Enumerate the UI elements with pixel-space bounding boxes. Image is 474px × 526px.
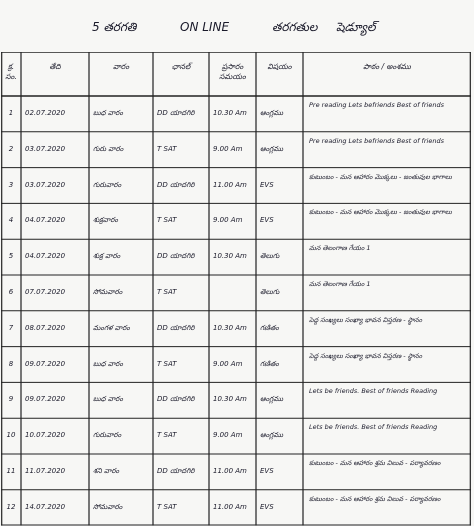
row-subject: తెలుగు xyxy=(260,252,280,261)
row-date: 14.07.2020 xyxy=(25,502,66,511)
row-topic: పెద్ద సంఖ్యలు సంఖ్యా భావన విస్తరణ - స్థానం xyxy=(309,315,423,324)
row-day: శుక్రవారం xyxy=(93,216,118,225)
row-topic: Lets be friends. Best of friends Reading xyxy=(309,387,438,396)
row-subject: ఆంగ్లము xyxy=(260,395,284,404)
row-channel: DD యాదగిరి xyxy=(157,395,195,404)
row-subject: ఆంగ్లము xyxy=(260,144,284,153)
row-subject: EVS xyxy=(260,466,274,475)
row-channel: DD యాదగిరి xyxy=(157,108,195,117)
row-subject: గణితం xyxy=(260,359,279,368)
header-date: తేది xyxy=(49,62,61,71)
row-number: 1 xyxy=(8,108,14,117)
row-topic: Lets be friends. Best of friends Reading xyxy=(309,423,438,432)
schedule-table xyxy=(1,52,471,526)
row-number: 9 xyxy=(8,395,14,404)
row-date: 03.07.2020 xyxy=(25,180,66,189)
row-time: 9.00 Am xyxy=(213,144,243,153)
row-topic: మన తెలంగాణ గేయం 1 xyxy=(309,280,371,288)
row-number: 8 xyxy=(8,359,14,368)
header-time: ప్రసారం సమయం xyxy=(219,62,246,81)
row-subject: EVS xyxy=(260,216,274,225)
header-subject: విషయం xyxy=(267,62,292,71)
row-time: 11.00 Am xyxy=(213,502,247,511)
row-subject: EVS xyxy=(260,502,274,511)
header-channel: ఛానల్ xyxy=(171,62,191,71)
row-number: 12 xyxy=(6,502,16,511)
row-number: 11 xyxy=(6,466,16,475)
row-topic: కుటుంబం - మన ఆహారం శ్రమ విలువ - పర్యావరణం xyxy=(309,494,441,503)
row-time: 10.30 Am xyxy=(213,108,247,117)
row-number: 3 xyxy=(8,180,14,189)
row-time xyxy=(211,288,256,299)
row-day: బుధ వారం xyxy=(93,395,123,404)
row-day: బుధ వారం xyxy=(93,108,123,117)
row-topic: Pre reading Lets befriends Best of friends xyxy=(309,136,444,145)
row-channel: T SAT xyxy=(157,287,177,296)
row-channel: T SAT xyxy=(157,431,177,440)
row-channel: DD యాదగిరి xyxy=(157,180,195,189)
row-date: 04.07.2020 xyxy=(25,216,66,225)
row-channel: DD యాదగిరి xyxy=(157,323,195,332)
header-serial: క్ర. సం. xyxy=(5,62,17,81)
row-channel: DD యాదగిరి xyxy=(157,252,195,261)
row-topic: పెద్ద సంఖ్యలు సంఖ్యా భావన విస్తరణ - స్థానం xyxy=(309,351,423,360)
row-channel: T SAT xyxy=(157,359,177,368)
row-subject: EVS xyxy=(260,180,274,189)
row-time: 9.00 Am xyxy=(213,359,243,368)
row-number: 10 xyxy=(6,431,16,440)
row-number: 4 xyxy=(8,216,14,225)
row-date: 10.07.2020 xyxy=(25,431,66,440)
title-online: ON LINE xyxy=(180,20,230,34)
row-day: సోమవారం xyxy=(93,287,123,296)
row-time: 10.30 Am xyxy=(213,395,247,404)
row-day: సోమవారం xyxy=(93,502,123,511)
title-schedule: షెడ్యూల్ xyxy=(336,20,376,34)
row-date: 07.07.2020 xyxy=(25,287,66,296)
row-day: గురువారం xyxy=(93,180,122,189)
header-day: వారం xyxy=(112,62,130,71)
row-channel: T SAT xyxy=(157,144,177,153)
row-subject: గణితం xyxy=(260,323,279,332)
row-channel: DD యాదగిరి xyxy=(157,466,195,475)
row-day: శని వారం xyxy=(93,466,120,475)
row-date: 02.07.2020 xyxy=(25,108,66,117)
row-time: 10.30 Am xyxy=(213,323,247,332)
row-subject: ఆంగ్లము xyxy=(260,431,284,440)
row-time: 9.00 Am xyxy=(213,431,243,440)
row-time: 10.30 Am xyxy=(213,252,247,261)
title-subjects: తరగతుల xyxy=(272,20,318,34)
row-date: 08.07.2020 xyxy=(25,323,66,332)
row-date: 09.07.2020 xyxy=(25,395,66,404)
row-topic: కుటుంబం - మన ఆహారం మొక్కలు - జంతువుల భాగాలు xyxy=(309,172,452,181)
row-channel: T SAT xyxy=(157,216,177,225)
title-grade: 5 తరగతి xyxy=(92,20,137,34)
row-number: 6 xyxy=(8,287,14,296)
row-time: 9.00 Am xyxy=(213,216,243,225)
row-time: 11.00 Am xyxy=(213,466,247,475)
row-topic: కుటుంబం - మన ఆహారం శ్రమ విలువ - పర్యావరణం xyxy=(309,459,441,467)
header-topic: పాఠం / అంశము xyxy=(363,62,411,71)
row-channel: T SAT xyxy=(157,502,177,511)
row-time: 11.00 Am xyxy=(213,180,247,189)
row-number: 7 xyxy=(8,323,14,332)
row-day: శుక్ర వారం xyxy=(93,252,121,261)
row-subject: తెలుగు xyxy=(260,287,280,296)
row-date: 11.07.2020 xyxy=(25,466,66,475)
row-number: 2 xyxy=(8,144,14,153)
row-day: గురువారం xyxy=(93,431,122,440)
row-day: బుధ వారం xyxy=(93,359,123,368)
row-number: 5 xyxy=(8,252,14,261)
row-date: 09.07.2020 xyxy=(25,359,66,368)
row-day: మంగళ వారం xyxy=(93,323,130,332)
row-date: 03.07.2020 xyxy=(25,144,66,153)
row-topic: మన తెలంగాణ గేయం 1 xyxy=(309,244,371,253)
row-day: గురు వారం xyxy=(93,144,124,153)
row-subject: ఆంగ్లము xyxy=(260,108,284,117)
sheet-title xyxy=(0,20,474,42)
row-topic: Pre reading Lets befriends Best of friends xyxy=(309,101,444,109)
row-topic: కుటుంబం - మన ఆహారం మొక్కలు - జంతువుల భాగాలు xyxy=(309,208,452,217)
row-date: 04.07.2020 xyxy=(25,252,66,261)
